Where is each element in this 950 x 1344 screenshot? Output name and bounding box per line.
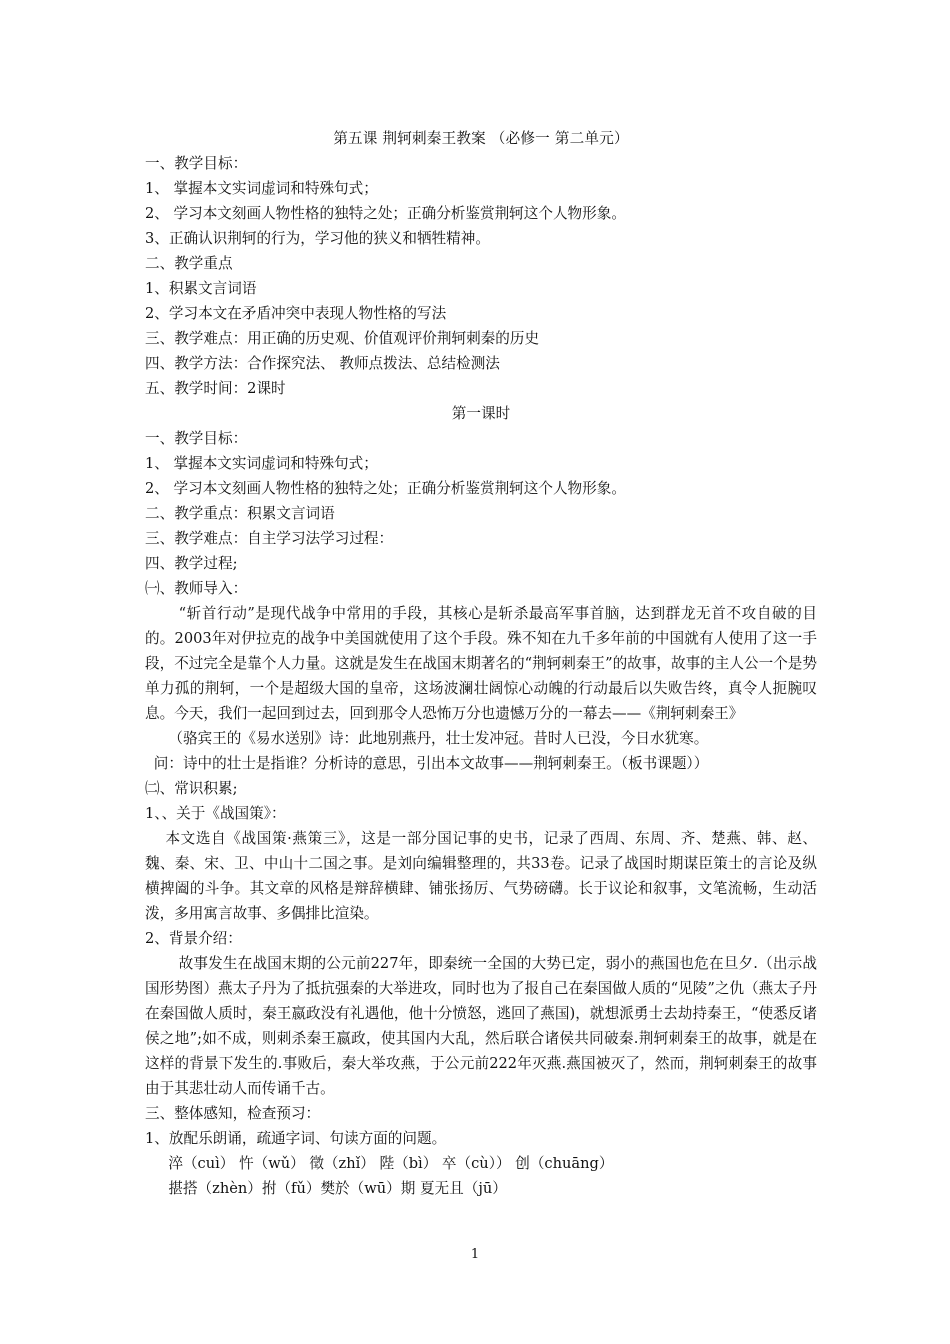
- pinyin-line: 淬（cuì） 忤（wǔ） 徵（zhǐ） 陛（bì） 卒（cù）） 创（chuāng）: [168, 1155, 614, 1172]
- document-title: 第五课 荆轲刺秦王教案 （必修一 第二单元）: [333, 130, 629, 147]
- pinyin-line: 揕搭（zhèn）拊（fǔ）樊於（wū）期 夏无且（jū）: [168, 1180, 507, 1197]
- text-line: 一、教学目标：: [145, 430, 248, 447]
- text-line: 1、放配乐朗诵，疏通字词、句读方面的问题。: [145, 1130, 447, 1147]
- text-line: 四、教学方法：合作探究法、 教师点拨法、总结检测法: [145, 355, 500, 372]
- text-line: 五、教学时间：2课时: [145, 380, 286, 397]
- text-line: 三、整体感知，检查预习：: [145, 1105, 321, 1122]
- background-heading: 2、背景介绍：: [145, 930, 242, 947]
- text-line: ㈡、常识积累;: [145, 780, 238, 797]
- document-page: [145, 126, 817, 1201]
- intro-paragraph: “斩首行动”是现代战争中常用的手段，其核心是斩杀最高军事首脑，达到群龙无首不攻自破的目的。2003年对伊拉克的战争中美国就使用了这个手段。殊不知在九千多年前的中国就有人使用了这一手段，不过完全是靠个人力量。这就是发生在战国末期著名的“荆轲刺秦王”的故事，故事的主人公一个是势单力孤的荆轲，一个是超级大国的皇帝，这场波澜壮阔惊心动魄的行动最后以失败告终，真令人扼腕叹息。今天，我们一起回到过去，回到那令人恐怖万分也遗憾万分的一幕去——《荆轲刺秦王》: [145, 605, 817, 722]
- section-title: 第一课时: [451, 405, 511, 422]
- text-line: 一、教学目标：: [145, 155, 248, 172]
- text-line: 2、 学习本文刻画人物性格的独特之处；正确分析鉴赏荆轲这个人物形象。: [145, 205, 626, 222]
- text-line: 1、 掌握本文实词虚词和特殊句式；: [145, 180, 378, 197]
- zhanguoce-paragraph: 本文选自《战国策·燕策三》，这是一部分国记事的史书，记录了西周、东周、齐、楚燕、韩、赵、魏、秦、宋、卫、中山十二国之事。是刘向编辑整理的，共33卷。记录了战国时期谋臣策士的言论及纵横捭阖的斗争。其文章的风格是辩辞横肆、铺张扬厉、气势磅礴。长于议论和叙事，文笔流畅，生动活泼，多用寓言故事、多偶排比渲染。: [145, 830, 817, 922]
- text-line: 1、、关于《战国策》：: [145, 805, 286, 822]
- text-line: 四、教学过程;: [145, 555, 238, 572]
- background-paragraph: 故事发生在战国末期的公元前227年，即秦统一全国的大势已定，弱小的燕国也危在旦夕.（出示战国形势图）燕太子丹为了抵抗强秦的大举进攻，同时也为了报自己在秦国做人质的“见陵”之仇（燕太子丹在秦国做人质时，秦王嬴政没有礼遇他，他十分愤怒，逃回了燕国)，就想派勇士去劫持秦王，“使悉反诸侯之地”;如不成，则刺杀秦王嬴政，使其国内大乱，然后联合诸侯共同破秦.荆轲刺秦王的故事，就是在这样的背景下发生的.事败后，秦大举攻燕，于公元前222年灭燕.燕国被灭了，然而，荆轲刺秦王的故事由于其悲壮动人而传诵千古。: [145, 955, 817, 1097]
- text-line: 三、教学难点：自主学习法学习过程：: [145, 530, 394, 547]
- text-line: ㈠、教师导入：: [145, 580, 248, 597]
- text-line: 二、教学重点: [145, 255, 233, 272]
- text-line: 1、 掌握本文实词虚词和特殊句式；: [145, 455, 378, 472]
- text-line: 2、学习本文在矛盾冲突中表现人物性格的写法: [145, 305, 447, 322]
- text-line: 1、积累文言词语: [145, 280, 257, 297]
- text-line: 二、教学重点：积累文言词语: [145, 505, 335, 522]
- question-line: 问：诗中的壮士是指谁？分析诗的意思，引出本文故事——荆轲刺秦王。（板书课题））: [153, 755, 709, 772]
- text-line: 三、教学难点：用正确的历史观、价值观评价荆轲刺秦的历史: [145, 330, 540, 347]
- page-number: 1: [470, 1247, 480, 1262]
- text-line: 2、 学习本文刻画人物性格的独特之处；正确分析鉴赏荆轲这个人物形象。: [145, 480, 626, 497]
- poem-line: （骆宾王的《易水送别》诗：此地别燕丹，壮士发冲冠。昔时人已没，今日水犹寒。: [168, 730, 709, 747]
- text-line: 3、正确认识荆轲的行为，学习他的狭义和牺牲精神。: [145, 230, 490, 247]
